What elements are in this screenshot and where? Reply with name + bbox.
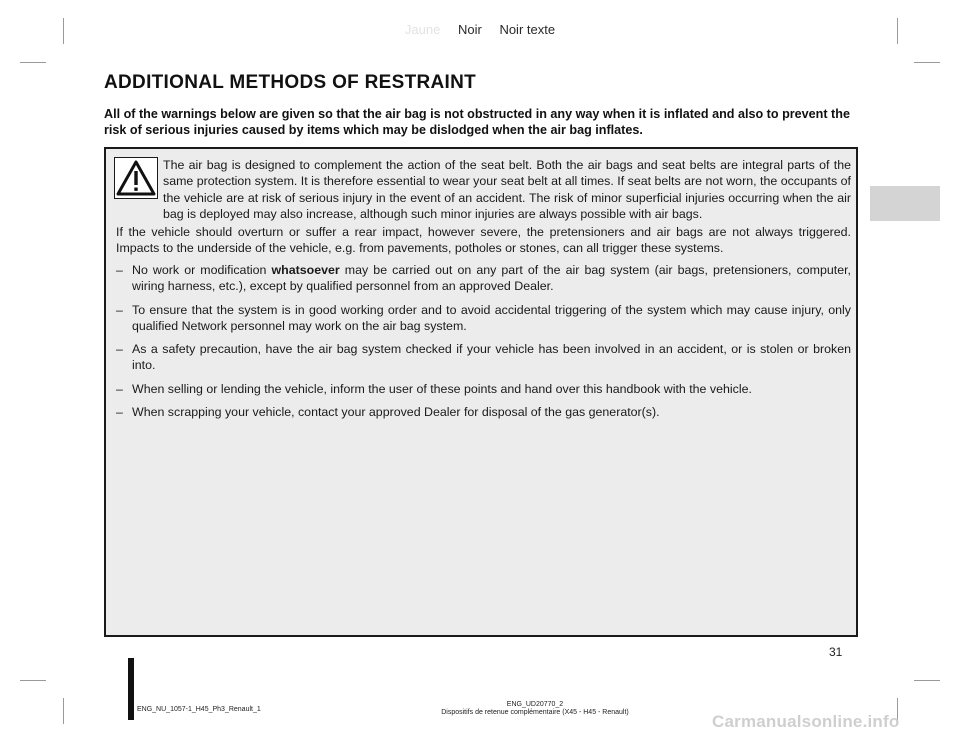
print-color-markers bbox=[0, 22, 960, 37]
list-item bbox=[116, 302, 851, 335]
crop-mark bbox=[914, 680, 940, 681]
section-code-subtitle: Dispositifs de retenue complémentaire (X45 - H45 - Renault) bbox=[441, 709, 629, 716]
section-code-id: ENG_UD20770_2 bbox=[506, 701, 564, 708]
crop-mark bbox=[20, 62, 46, 63]
bullet-text: When selling or lending the vehicle, inform the user of these points and hand over this handbook with the vehicle. bbox=[132, 381, 752, 396]
document-code: ENG_NU_1057-1_H45_Ph3_Renault_1 bbox=[137, 706, 261, 713]
list-item bbox=[116, 262, 851, 295]
list-item bbox=[116, 404, 851, 420]
bullet-dash: – bbox=[116, 381, 123, 396]
bullet-text: As a safety precaution, have the air bag system checked if your vehicle has been involved in an accident, or is stolen or broken into. bbox=[132, 342, 851, 373]
crop-mark bbox=[63, 18, 64, 44]
color-marker-jaune: Jaune bbox=[404, 22, 441, 37]
bullet-dash: – bbox=[116, 302, 123, 317]
color-marker-noir: Noir bbox=[457, 22, 482, 37]
warning-bullet-list bbox=[116, 262, 851, 427]
watermark: Carmanualsonline.info bbox=[712, 712, 900, 731]
warning-triangle-icon bbox=[114, 157, 158, 199]
bullet-text: may be carried out on any part of the air bag system (air bags, pretensioners, computer, wiring harness, etc.), except by qualified personnel from an approved Dealer. bbox=[132, 263, 851, 294]
section-title: ADDITIONAL METHODS OF RESTRAINT bbox=[104, 72, 477, 93]
crop-mark bbox=[897, 18, 898, 44]
bullet-text: To ensure that the system is in good working order and to avoid accidental triggering of the system which may cause injury, only qualified Network personnel may work on the air bag system. bbox=[132, 302, 851, 333]
color-marker-noir-texte: Noir texte bbox=[499, 22, 556, 37]
bullet-dash: – bbox=[116, 405, 123, 420]
warning-first-paragraph: The air bag is designed to complement the action of the seat belt. Both the air bags and seat belts are integral parts of the same protection system. It is therefore essential to wear your seat belt at all times. If seat belts are not worn, the occupants of the vehicle are at risk of serious injury in the event of an accident. The risk of minor superficial injuries occurring when the air bag is deployed may also increase, although such minor injuries are always possible with air bags. bbox=[163, 158, 851, 221]
crop-mark bbox=[20, 680, 46, 681]
bullet-dash: – bbox=[116, 342, 123, 357]
section-code bbox=[380, 701, 690, 717]
list-item bbox=[116, 341, 851, 374]
bullet-text: When scrapping your vehicle, contact your approved Dealer for disposal of the gas generator(s). bbox=[132, 405, 660, 420]
page-number: 31 bbox=[829, 645, 843, 659]
warning-second-paragraph: If the vehicle should overturn or suffer a rear impact, however severe, the pretensioners and air bags are not always triggered. Impacts to the underside of the vehicle, e.g. from pavements, potholes or stones, can all trigger these systems. bbox=[116, 225, 851, 256]
chapter-tab bbox=[870, 186, 940, 221]
list-item bbox=[116, 381, 851, 397]
bullet-dash: – bbox=[116, 263, 123, 277]
bullet-text: No work or modification bbox=[132, 263, 272, 277]
bullet-emphasis: whatsoever bbox=[271, 263, 340, 277]
print-mark-bar bbox=[128, 658, 134, 720]
section-intro: All of the warnings below are given so that the air bag is not obstructed in any way when it is inflated and also to prevent the risk of serious injuries caused by items which may be dislodged when the air bag inflates. bbox=[104, 107, 850, 137]
crop-mark bbox=[914, 62, 940, 63]
crop-mark bbox=[63, 698, 64, 724]
warning-box bbox=[104, 147, 858, 637]
